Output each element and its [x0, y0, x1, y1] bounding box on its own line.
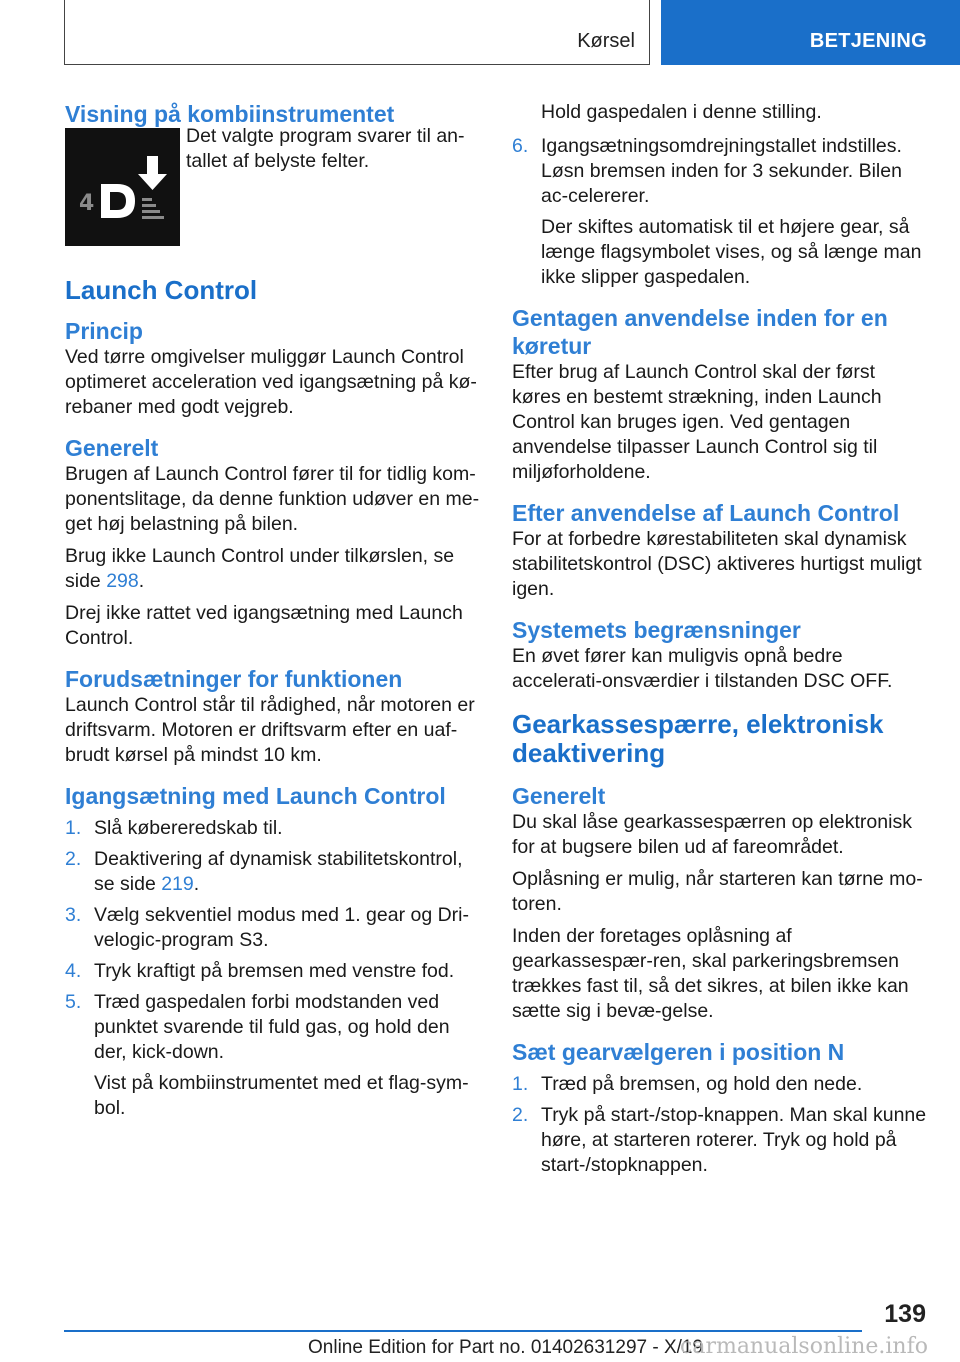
step-text-part: Deaktivering af dynamisk stabilitetskontrol, se side: [94, 848, 463, 895]
list-item: [65, 959, 480, 984]
igangsaetning-steps: [65, 816, 480, 1065]
step-text-end: .: [193, 873, 200, 895]
heading-gentagen: Gentagen anvendelse inden for en køretur: [512, 305, 888, 359]
step-number: 1.: [512, 1073, 529, 1095]
heading-efter: Efter anvendelse af Launch Control: [512, 500, 900, 526]
list-item: [65, 847, 480, 897]
heading-princip: Princip: [65, 318, 143, 344]
step-text: Træd gaspedalen forbi modstanden ved punktet svarende til fuld gas, og hold den der, kick-down.: [94, 991, 450, 1063]
princip-text: Ved tørre omgivelser muliggør Launch Control optimeret acceleration ved igangsætning på kø-rebaner med godt vejgreb.: [65, 346, 477, 418]
heading-systemets: Systemets begrænsninger: [512, 617, 801, 643]
list-item: [512, 134, 928, 209]
footer-edition: Online Edition for Part no. 01402631297 - X/19: [308, 1337, 704, 1358]
step-number: 2.: [65, 848, 82, 870]
header-section-tab: [661, 0, 960, 65]
4d-display-icon: [65, 128, 180, 246]
generelt2-paragraph-1: Du skal låse gearkassespærren op elektronisk for at bugsere bilen ud af fareområdet.: [512, 811, 912, 858]
step-number: 6.: [512, 135, 529, 157]
generelt-paragraph-1: Brugen af Launch Control fører til for tidlig kom-ponentslitage, da denne funktion udøver en me-get høj belastning på bilen.: [65, 463, 480, 535]
heading-gearkassespaerre: Gearkassespærre, elektronisk deaktivering: [512, 709, 884, 768]
systemets-text: En øvet fører kan muligvis opnå bedre accelerati-onsværdier i tilstanden DSC OFF.: [512, 645, 893, 692]
step-number: 4.: [65, 960, 82, 982]
heading-generelt-2: Generelt: [512, 783, 606, 809]
step-5-sub-text-2: Hold gaspedalen i denne stilling.: [541, 101, 822, 123]
step-text: Slå købereredskab til.: [94, 817, 283, 839]
page-link-298[interactable]: 298: [106, 570, 139, 592]
step-text: Træd på bremsen, og hold den nede.: [541, 1073, 863, 1095]
footer-rule: [64, 1330, 862, 1332]
heading-forudsaetninger: Forudsætninger for funktionen: [65, 666, 403, 692]
svg-text:4: 4: [79, 191, 95, 216]
generelt-p2-end: .: [138, 570, 145, 592]
page-link-219[interactable]: 219: [161, 873, 194, 895]
step-text: Tryk på start-/stop-knappen. Man skal kunne høre, at starteren roterer. Tryk og hold på start-/stopknappen.: [541, 1104, 927, 1176]
left-column: [65, 100, 480, 1128]
step-number: 5.: [65, 991, 82, 1013]
igangsaetning-steps-continued: [512, 134, 928, 209]
efter-text: For at forbedre kørestabiliteten skal dynamisk stabilitetskontrol (DSC) aktiveres hurtigst muligt igen.: [512, 528, 922, 600]
visning-text: Det valgte program svarer til an-tallet af belyste felter.: [186, 125, 465, 172]
list-item: [65, 903, 480, 953]
heading-visning: Visning på kombiinstrumentet: [65, 101, 395, 127]
generelt-paragraph-3: Drej ikke rattet ved igangsætning med Launch Control.: [65, 602, 463, 649]
saet-steps: [512, 1072, 928, 1178]
heading-generelt: Generelt: [65, 435, 159, 461]
heading-launch-control: Launch Control: [65, 275, 258, 305]
step-text: Tryk kraftigt på bremsen med venstre fod.: [94, 960, 455, 982]
header-chapter: Kørsel: [577, 30, 635, 52]
generelt-paragraph-2: [65, 544, 480, 594]
list-item: [512, 1072, 928, 1097]
step-5-sub-text: Vist på kombiinstrumentet med et flag-sym-bol.: [94, 1072, 469, 1119]
list-item: [65, 990, 480, 1065]
header-chapter-box: [64, 0, 650, 65]
heading-igangsaetning: Igangsætning med Launch Control: [65, 783, 446, 809]
right-column: [512, 100, 928, 1184]
forudsaetninger-text: Launch Control står til rådighed, når motoren er driftsvarm. Motoren er driftsvarm efter en uaf-brudt kørsel på mindst 10 km.: [65, 694, 475, 766]
list-item: [65, 816, 480, 841]
header-section-label: BETJENING: [809, 30, 927, 52]
generelt2-paragraph-3: Inden der foretages oplåsning af gearkassespær-ren, skal parkeringsbremsen trækkes fast til, så det sikres, at bilen ikke kan sætte sig i bevæ-gelse.: [512, 925, 909, 1022]
step-text: Vælg sekventiel modus med 1. gear og Dri-velogic-program S3.: [94, 904, 470, 951]
step-text: [94, 847, 480, 897]
list-item: [512, 1103, 928, 1178]
generelt-p2-text: Brug ikke Launch Control under tilkørslen, se side: [65, 545, 455, 592]
page-number: 139: [884, 1300, 926, 1328]
figure-row: [65, 84, 480, 246]
step-number: 2.: [512, 1104, 529, 1126]
step-text: Igangsætningsomdrejningstallet indstilles. Løsn bremsen inden for 3 sekunder. Bilen ac-celererer.: [541, 135, 902, 207]
gentagen-text: Efter brug af Launch Control skal der først køres en bestemt strækning, inden Launch Control kan bruges igen. Ved gentagen anvendelse tilpasser Launch Control sig til miljøforholdene.: [512, 361, 882, 483]
step-number: 1.: [65, 817, 82, 839]
step-number: 3.: [65, 904, 82, 926]
step-6-sub-text: Der skiftes automatisk til et højere gear, så længe flagsymbolet vises, og så længe man ikke slipper gaspedalen.: [541, 216, 922, 288]
heading-saet-gearvaelgeren: Sæt gearvælgeren i position N: [512, 1039, 845, 1065]
generelt2-paragraph-2: Oplåsning er mulig, når starteren kan tørne mo-toren.: [512, 868, 923, 915]
watermark: carmanualsonline.info: [680, 1334, 928, 1359]
